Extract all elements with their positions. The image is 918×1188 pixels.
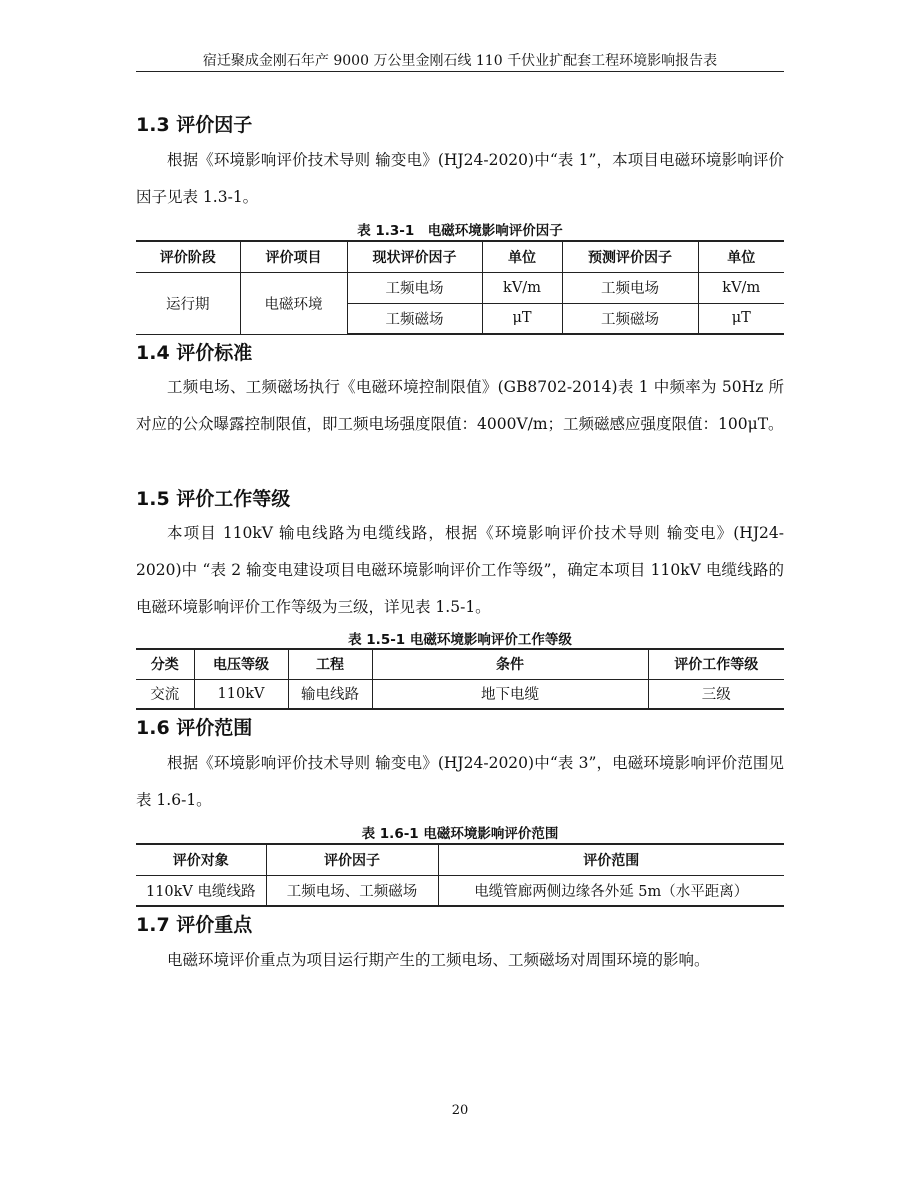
item-cell: 电磁环境 [240,272,347,334]
table-header-cell: 电压等级 [194,649,288,679]
table-header-cell: 工程 [288,649,372,679]
table-header-cell: 评价项目 [240,241,347,272]
table-row [136,679,784,709]
page-number: 20 [451,1103,469,1118]
table-header-cell: 分类 [136,649,194,679]
table-cell: 110kV [194,679,288,709]
table-cell: 工频电场、工频磁场 [266,875,438,906]
table-row [136,875,784,906]
table-cell: kV/m [698,272,784,303]
table-header-row [136,241,784,272]
section-heading-1-5: 1.5 评价工作等级 [136,488,291,510]
table-header-cell: 单位 [698,241,784,272]
table-header-cell: 预测评价因子 [562,241,698,272]
table-cell: 电缆管廊两侧边缘各外延 5m（水平距离） [438,875,784,906]
table-1-6-1 [136,843,784,907]
table-header-cell: 条件 [372,649,648,679]
table-cell: 三级 [648,679,784,709]
table-header-cell: 评价因子 [266,844,438,875]
section-1-6-paragraph: 根据《环境影响评价技术导则 输变电》(HJ24-2020)中“表 3”，电磁环境影响评价范围见表 1.6-1。 [136,754,784,809]
section-1-4-paragraph: 工频电场、工频磁场执行《电磁环境控制限值》(GB8702-2014)表 1 中频率为 50Hz 所对应的公众曝露控制限值，即工频电场强度限值：4000V/m；工频磁感应强度限值：100μT。 [136,378,784,433]
table-1-3-1-caption: 表 1.3-1 电磁环境影响评价因子 [357,223,563,239]
table-cell: 工频磁场 [562,303,698,334]
section-heading-1-7: 1.7 评价重点 [136,914,253,936]
table-cell: 地下电缆 [372,679,648,709]
section-1-5-paragraph: 本项目 110kV 输电线路为电缆线路，根据《环境影响评价技术导则 输变电》(HJ24-2020)中 “表 2 输变电建设项目电磁环境影响评价工作等级”，确定本项目 110kV 电缆线路的电磁环境影响评价工作等级为三级，详见表 1.5-1。 [136,524,784,616]
table-cell: 工频电场 [347,272,482,303]
table-header-row [136,844,784,875]
header-rule [136,71,784,72]
table-header-cell: 评价对象 [136,844,266,875]
table-cell: μT [698,303,784,334]
table-1-3-1 [136,240,784,335]
table-header-cell: 单位 [482,241,562,272]
section-heading-1-3: 1.3 评价因子 [136,114,253,136]
section-1-3-paragraph: 根据《环境影响评价技术导则 输变电》(HJ24-2020)中“表 1”，本项目电磁环境影响评价因子见表 1.3-1。 [136,151,784,206]
table-header-row [136,649,784,679]
table-1-5-1 [136,648,784,710]
table-header-cell: 评价阶段 [136,241,240,272]
table-cell: 输电线路 [288,679,372,709]
stage-cell: 运行期 [136,272,240,334]
table-cell: 工频电场 [562,272,698,303]
page-header: 宿迁聚成金刚石年产 9000 万公里金刚石线 110 千伏业扩配套工程环境影响报告表 [202,53,718,69]
table-header-cell: 现状评价因子 [347,241,482,272]
table-cell: 110kV 电缆线路 [136,875,266,906]
table-cell: 交流 [136,679,194,709]
section-heading-1-6: 1.6 评价范围 [136,717,253,739]
table-cell: kV/m [482,272,562,303]
table-1-6-1-caption: 表 1.6-1 电磁环境影响评价范围 [361,826,559,842]
section-heading-1-4: 1.4 评价标准 [136,342,253,364]
section-1-7-paragraph: 电磁环境评价重点为项目运行期产生的工频电场、工频磁场对周围环境的影响。 [167,951,710,969]
table-1-5-1-caption: 表 1.5-1 电磁环境影响评价工作等级 [348,632,572,648]
table-cell: 工频磁场 [347,303,482,334]
table-header-cell: 评价工作等级 [648,649,784,679]
table-row [136,272,784,303]
table-header-cell: 评价范围 [438,844,784,875]
table-cell: μT [482,303,562,334]
